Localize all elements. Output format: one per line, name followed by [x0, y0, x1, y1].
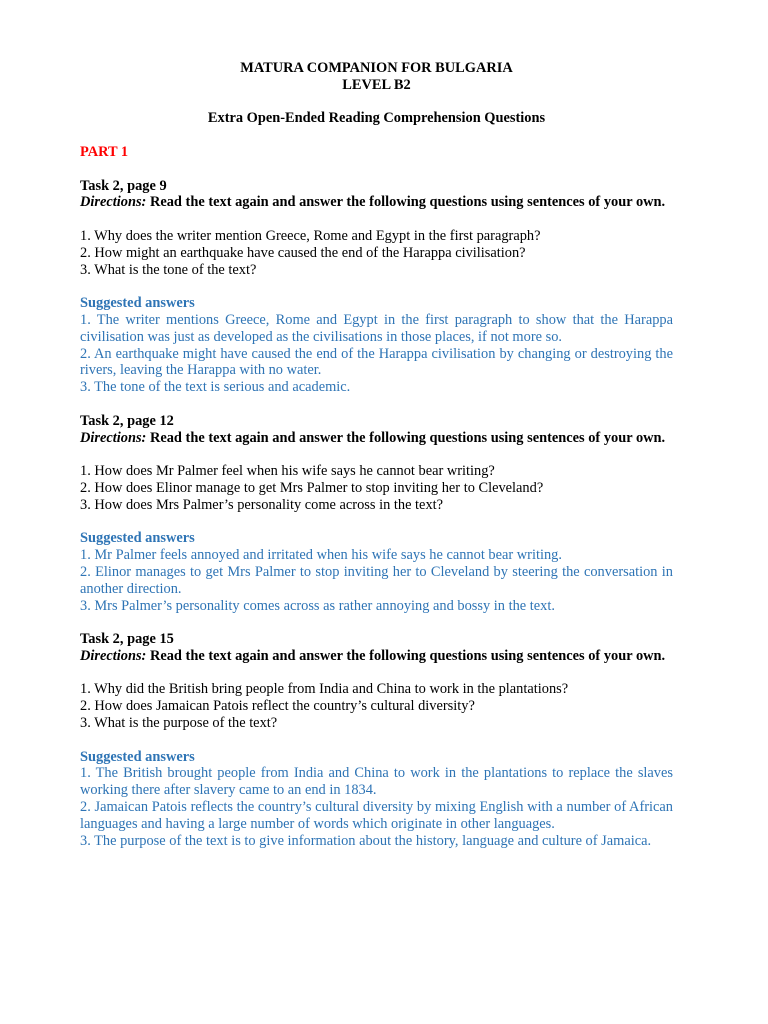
questions-list: [80, 681, 673, 731]
document-subtitle: Extra Open-Ended Reading Comprehension Questions: [207, 110, 546, 127]
task-section: [80, 413, 673, 615]
answers-label: Suggested answers: [80, 748, 195, 765]
task-directions: [80, 648, 673, 665]
answer-item: 3. The tone of the text is serious and academic.: [80, 379, 351, 396]
question-item: 2. How does Elinor manage to get Mrs Palmer to stop inviting her to Cleveland?: [80, 479, 544, 496]
task-section: [80, 631, 673, 849]
question-item: 2. How does Jamaican Patois reflect the country’s cultural diversity?: [80, 698, 475, 715]
document-level: LEVEL B2: [342, 76, 411, 93]
answers-label: Suggested answers: [80, 530, 195, 547]
answer-item: 1. The writer mentions Greece, Rome and Egypt in the first paragraph to show that the Harappa civilisation was just as developed as the civilisations in those places, if not more so.: [80, 311, 673, 345]
directions-text: Read the text again and answer the following questions using sentences of your own.: [146, 429, 666, 446]
suggested-answers: [80, 530, 673, 614]
answer-item: 2. An earthquake might have caused the end of the Harappa civilisation by changing or destroying the rivers, leaving the Harappa with no water.: [80, 345, 673, 379]
question-item: 3. What is the purpose of the text?: [80, 715, 278, 732]
task-section: [80, 178, 673, 396]
question-item: 1. How does Mr Palmer feel when his wife says he cannot bear writing?: [80, 463, 495, 480]
answers-label: Suggested answers: [80, 295, 195, 312]
task-title: Task 2, page 12: [80, 412, 174, 429]
directions-label: Directions:: [80, 429, 147, 446]
answer-item: 3. Mrs Palmer’s personality comes across as rather annoying and bossy in the text.: [80, 597, 555, 614]
directions-text: Read the text again and answer the following questions using sentences of your own.: [146, 194, 666, 211]
question-item: 1. Why did the British bring people from India and China to work in the plantations?: [80, 681, 569, 698]
document-title: MATURA COMPANION FOR BULGARIA: [240, 60, 513, 76]
task-title: Task 2, page 15: [80, 631, 174, 648]
questions-list: [80, 463, 673, 513]
task-directions: [80, 194, 673, 211]
question-item: 3. What is the tone of the text?: [80, 261, 257, 278]
question-item: 3. How does Mrs Palmer’s personality come across in the text?: [80, 496, 444, 513]
part-label: PART 1: [80, 143, 129, 160]
answer-item: 1. The British brought people from India and China to work in the plantations to replace the slaves working there after slavery came to an end in 1834.: [80, 765, 673, 799]
document-page: [80, 60, 673, 849]
directions-label: Directions:: [80, 194, 147, 211]
suggested-answers: [80, 295, 673, 396]
questions-list: [80, 228, 673, 278]
question-item: 1. Why does the writer mention Greece, Rome and Egypt in the first paragraph?: [80, 227, 541, 244]
suggested-answers: [80, 749, 673, 850]
question-item: 2. How might an earthquake have caused the end of the Harappa civilisation?: [80, 244, 526, 261]
answer-item: 2. Jamaican Patois reflects the country’s cultural diversity by mixing English with a number of African languages and having a large number of words which originate in other languages.: [80, 799, 673, 832]
answer-item: 3. The purpose of the text is to give information about the history, language and culture of Jamaica.: [80, 832, 652, 849]
task-title: Task 2, page 9: [80, 177, 167, 194]
task-directions: [80, 430, 673, 447]
document-header: [80, 60, 673, 94]
answer-item: 2. Elinor manages to get Mrs Palmer to stop inviting her to Cleveland by steering the conversation in another direction.: [80, 563, 673, 597]
directions-label: Directions:: [80, 647, 147, 664]
directions-text: Read the text again and answer the following questions using sentences of your own.: [146, 647, 666, 664]
answer-item: 1. Mr Palmer feels annoyed and irritated when his wife says he cannot bear writing.: [80, 547, 562, 564]
